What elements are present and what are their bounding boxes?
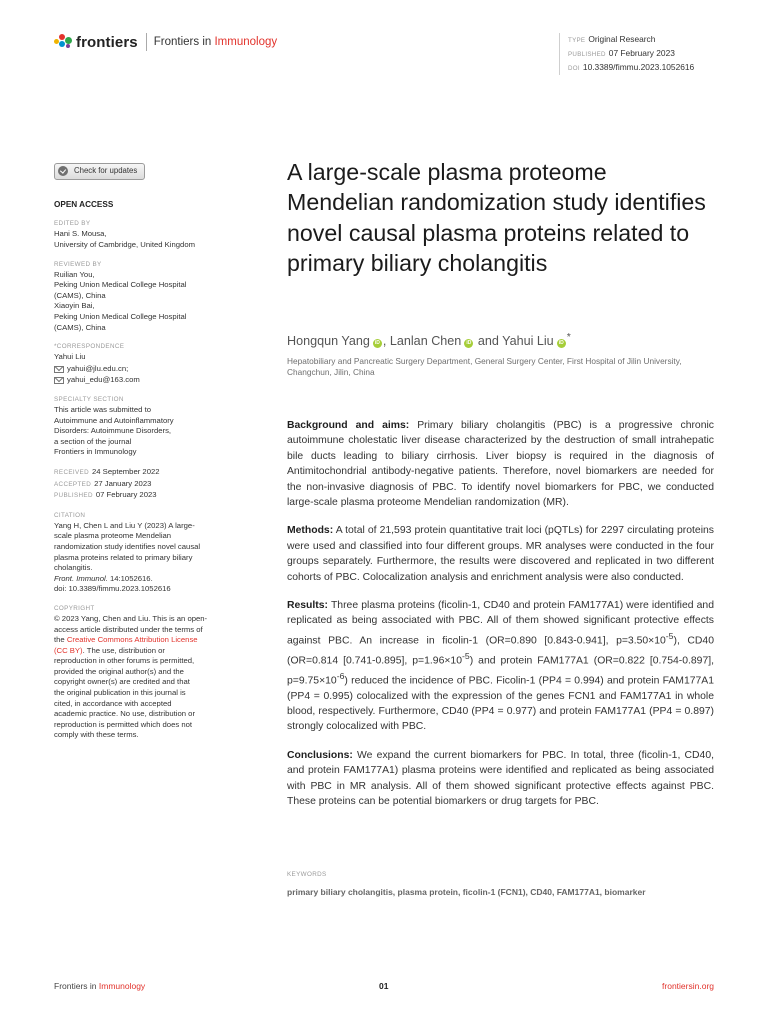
journal-prefix: Frontiers in [153,36,215,48]
citation-line: scale plasma proteome Mendelian [54,531,172,541]
abstract-text: Three plasma proteins (ficolin-1, CD40 and protein FAM177A1) were identified and replicated as being associated with PBC. All of them showed significant protective effects against PBC. An increase in ficolin-1 (OR=0.890 [0.843-0.941], p=3.50×10 [287,600,714,647]
author-list: Hongqun Yang iD , Lanlan Chen iD and Yahui Liu iD* [287,331,571,349]
reviewer-line: Ruilian You, [54,269,95,279]
citation-section [54,511,232,595]
page-number: 01 [379,981,389,991]
type-value: Original Research [588,34,656,44]
dates-section [54,467,232,502]
received-value: 24 September 2022 [92,466,160,476]
editor-line: Hani S. Mousa, [54,229,107,239]
abstract [287,418,714,822]
section-heading: COPYRIGHT [54,604,95,612]
abstract-text: Primary biliary cholangitis (PBC) is a progressive chronic autoimmune cholestatic liver disease characterized by the destruction of small intrahepatic bile ducts leading to biliary cirrhosis. Liver biopsy is required in the diagnosis of Antimitochondrial antibody-negative patients. Therefore, novel biomarkers are needed for the non-invasive diagnosis of PBC. To identify novel biomarkers for PBC, we conducted large-scale plasma proteome Mendelian randomization (MR). [287,420,714,509]
citation-doi[interactable]: doi: 10.3389/fimmu.2023.1052616 [54,584,171,594]
published-key: PUBLISHED [54,492,93,500]
abstract-text: A total of 21,593 protein quantitative trait loci (pQTLs) for 2297 circulating proteins were used and classified into four different groups. MR analyses were conducted in the four groups separately. Furthermore, the results were discovered and replicated in two different cohorts of PBC. Colocalization analysis and enrichment analysis were also conducted. [287,525,714,583]
email-entry[interactable] [54,375,232,386]
copyright-line: academic practice. No use, distribution or [54,709,196,719]
section-heading: REVIEWED BY [54,260,102,268]
accepted-key: ACCEPTED [54,480,92,488]
abstract-methods [287,523,714,585]
email-link[interactable]: yahui@jlu.edu.cn; [67,363,129,373]
footer-site-link[interactable]: frontiersin.org [662,981,714,991]
copyright-section [54,604,232,741]
footer-journal-prefix: Frontiers in [54,981,99,991]
corresponding-marker: * [566,331,571,343]
license-link[interactable]: Creative Commons Attribution License [66,635,198,645]
footer-journal[interactable] [54,981,145,991]
citation-volume: 14:1052616. [107,573,153,583]
orcid-icon[interactable]: iD [466,340,472,347]
orcid-icon[interactable]: iD [374,340,380,347]
reviewer-line: (CAMS), China [54,322,106,332]
copyright-line: © 2023 Yang, Chen and Liu. This is an open- [54,613,208,623]
published-value: 07 February 2023 [608,48,675,58]
received-key: RECEIVED [54,468,89,476]
reviewer-line: (CAMS), China [54,290,106,300]
published-date [54,490,232,502]
copyright-line: provided the original author(s) and the [54,666,184,676]
check-for-updates-label: Check for updates [74,166,138,175]
frontiers-logo[interactable] [54,33,277,51]
section-heading: EDITED BY [54,220,91,228]
abstract-text: ) reduced the incidence of PBC. Ficolin-1 (PP4 = 0.994) and protein FAM177A1 (PP4 = 0.995) colocalized with the expression of the genes FCN1 and FAM177A1 in whole blood, respectively. Furthermore, CD40 (PP4 = 0.977) and protein FAM177A1 (PP4 = 0.897) strongly colocalized with PBC. [287,675,714,733]
citation-line: cholangitis. [54,563,93,573]
abstract-conclusions [287,748,714,810]
orcid-icon[interactable]: iD [558,340,564,347]
copyright-line: reproduction in other forums is permitted, [54,656,195,666]
abstract-results [287,598,714,735]
article-meta [559,33,694,75]
abstract-text: We expand the current biomarkers for PBC. In total, three (ficolin-1, CD40, and protein FAM177A1) plasma proteins were identified and replicated as being associated with PBC in MR analysis. All of them showed significant protective effects against PBC. These proteins can be potential biomarkers or drug targets for PBC. [287,749,714,807]
exponent: -5 [461,650,470,661]
received-date [54,467,232,479]
affiliation: Hepatobiliary and Pancreatic Surgery Department, General Surgery Center, First Hospital of Jilin University, Changchun, Jilin, China [287,356,682,377]
specialty-line: Autoimmune and Autoinflammatory [54,415,174,425]
author-name[interactable]: Lanlan Chen [389,334,462,349]
reviewed-by-section [54,260,232,334]
accepted-date [54,479,232,491]
abstract-heading: Background and aims: [287,420,410,431]
exponent: -6 [336,670,345,681]
email-link[interactable]: yahui_edu@163.com [67,375,140,385]
envelope-icon [54,377,64,384]
specialty-section [54,395,232,458]
brand-name: frontiers [76,33,138,51]
correspondence-name: Yahui Liu [54,352,86,362]
abstract-heading: Conclusions: [287,749,353,761]
keywords: primary biliary cholangitis, plasma protein, ficolin-1 (FCN1), CD40, FAM177A1, biomarker [287,887,646,897]
abstract-heading: Results: [287,600,328,612]
citation-journal-line [54,574,232,585]
reviewer-line: Peking Union Medical College Hospital [54,280,187,290]
published-value: 07 February 2023 [95,490,157,500]
copyright-line: reproduction is permitted which does not [54,719,193,729]
copyright-line [54,635,232,646]
article-title: A large-scale plasma proteome Mendelian randomization study identifies novel causal plasma proteins related to primary biliary cholangitis [287,159,706,277]
copyright-line: cited, in accordance with accepted [54,698,172,708]
doi-key: DOI [568,65,580,72]
journal-section: Immunology [214,36,278,48]
copyright-line [54,646,232,657]
specialty-line: a section of the journal [54,436,132,446]
author-conjunction: and [477,334,499,349]
citation-line: Yang H, Chen L and Liu Y (2023) A large- [54,520,195,530]
editor-line: University of Cambridge, United Kingdom [54,240,195,250]
copyright-text: the [54,635,67,645]
copyright-line: copyright owner(s) are credited and that [54,677,190,687]
citation-line: randomization study identifies novel causal [54,541,201,551]
keywords-heading: KEYWORDS [287,871,327,878]
exponent: -5 [665,630,674,641]
section-heading: CITATION [54,511,86,519]
envelope-icon [54,366,64,373]
section-heading: SPECIALTY SECTION [54,396,124,404]
reviewer-line: Peking Union Medical College Hospital [54,312,187,322]
abstract-text: ), CD40 (OR=0.814 [0.741-0.895], p=1.96×10 [287,635,714,667]
update-icon [58,166,68,176]
reviewer-line: Xiaoyin Bai, [54,301,95,311]
citation-line: plasma proteins related to primary biliary [54,552,193,562]
page-footer [54,981,714,995]
journal-name[interactable] [154,36,277,48]
page-header [54,30,714,72]
abstract-text: ) and protein FAM177A1 (OR=0.822 [0.754-0.897], p=9.75×10 [287,655,714,687]
copyright-line: the original publication in this journal is [54,688,186,698]
accepted-value: 27 January 2023 [94,478,152,488]
copyright-line: comply with these terms. [54,730,139,740]
open-access-label: OPEN ACCESS [54,199,114,209]
frontiers-logo-icon [54,33,72,51]
correspondence-section [54,342,232,386]
sidebar [54,163,232,741]
copyright-text: . The use, distribution or [82,645,165,655]
abstract-background [287,418,714,510]
citation-journal: Front. Immunol. [54,573,108,583]
license-link-short[interactable]: (CC BY) [54,645,83,655]
type-key: TYPE [568,37,586,44]
email-entry[interactable] [54,364,232,375]
footer-journal-name: Immunology [98,981,146,991]
specialty-line: Frontiers in Immunology [54,447,137,457]
logo-divider [146,33,147,51]
check-for-updates-button[interactable] [54,163,145,180]
specialty-line: Disorders: Autoimmune Disorders, [54,426,172,436]
specialty-line: This article was submitted to [54,405,151,415]
section-heading: *CORRESPONDENCE [54,343,125,351]
abstract-heading: Methods: [287,525,334,537]
edited-by-section [54,219,232,250]
author-name[interactable]: Yahui Liu [502,334,554,349]
author-name[interactable]: Hongqun Yang [287,334,370,349]
doi-link[interactable]: 10.3389/fimmu.2023.1052616 [582,62,695,72]
published-key: PUBLISHED [568,51,606,58]
copyright-line: access article distributed under the terms of [54,624,203,634]
